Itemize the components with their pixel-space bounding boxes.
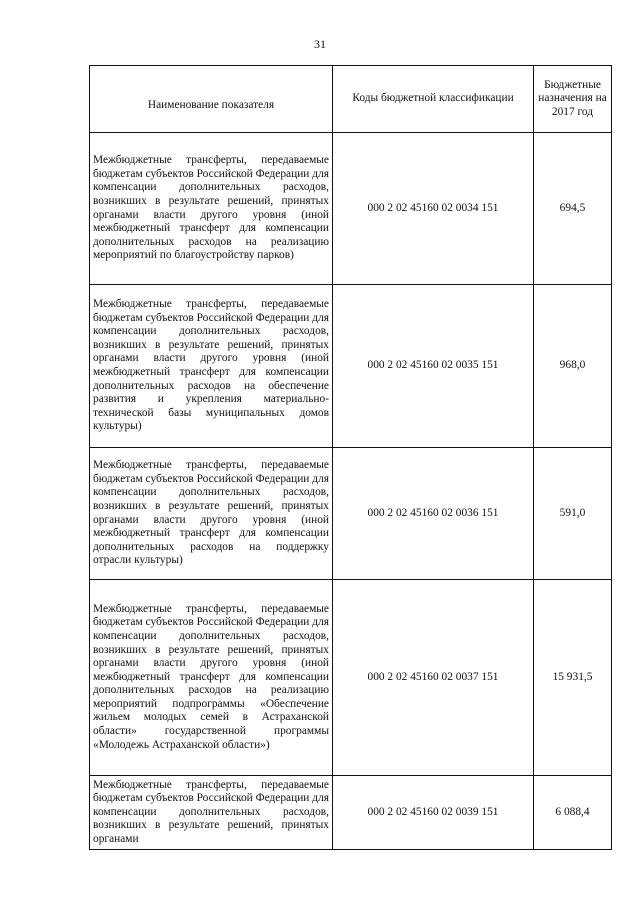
budget-amount-cell: 15 931,5 bbox=[534, 580, 612, 776]
budget-amount-cell: 6 088,4 bbox=[534, 776, 612, 850]
table-row bbox=[90, 776, 612, 850]
budget-code-cell: 000 2 02 45160 02 0037 151 bbox=[333, 580, 534, 776]
budget-table bbox=[89, 65, 612, 850]
indicator-name-cell: Межбюджетные трансферты, передаваемые бюджетам субъектов Российской Федерации для компенсации дополнительных расходов, возникших в результате решений, принятых органами власти другого уровня (иной межбюджетный трансферт для компенсации дополнительных расходов на поддержку отрасли культуры) bbox=[90, 448, 333, 580]
budget-code-cell: 000 2 02 45160 02 0036 151 bbox=[333, 448, 534, 580]
indicator-name-cell: Межбюджетные трансферты, передаваемые бюджетам субъектов Российской Федерации для компенсации дополнительных расходов, возникших в результате решений, принятых органами власти другого уровня (иной межбюджетный трансферт для компенсации дополнительных расходов на реализацию мероприятий по благоустройству парков) bbox=[90, 133, 333, 285]
table-row bbox=[90, 448, 612, 580]
table-header-row bbox=[90, 66, 612, 133]
header-budget-code: Коды бюджетной классификации bbox=[333, 66, 534, 133]
page-number: 31 bbox=[314, 37, 326, 51]
table-row bbox=[90, 580, 612, 776]
budget-amount-cell: 968,0 bbox=[534, 285, 612, 448]
budget-amount-cell: 694,5 bbox=[534, 133, 612, 285]
budget-code-cell: 000 2 02 45160 02 0035 151 bbox=[333, 285, 534, 448]
indicator-name-cell: Межбюджетные трансферты, передаваемые бюджетам субъектов Российской Федерации для компенсации дополнительных расходов, возникших в результате решений, принятых органами власти другого уровня (иной межбюджетный трансферт для компенсации дополнительных расходов на реализацию мероприятий подпрограммы «Обеспечение жильем молодых семей в Астраханской области» государственной программы «Молодежь Астраханской области») bbox=[90, 580, 333, 776]
budget-amount-cell: 591,0 bbox=[534, 448, 612, 580]
header-budget-amount: Бюджетные назначения на 2017 год bbox=[534, 66, 612, 133]
indicator-name-cell: Межбюджетные трансферты, передаваемые бюджетам субъектов Российской Федерации для компенсации дополнительных расходов, возникших в результате решений, принятых органами bbox=[90, 776, 333, 850]
indicator-name-cell: Межбюджетные трансферты, передаваемые бюджетам субъектов Российской Федерации для компенсации дополнительных расходов, возникших в результате решений, принятых органами власти другого уровня (иной межбюджетный трансферт для компенсации дополнительных расходов на обеспечение развития и укрепления материально-технической базы муниципальных домов культуры) bbox=[90, 285, 333, 448]
table-row bbox=[90, 133, 612, 285]
header-indicator-name: Наименование показателя bbox=[90, 66, 333, 133]
budget-code-cell: 000 2 02 45160 02 0034 151 bbox=[333, 133, 534, 285]
table-row bbox=[90, 285, 612, 448]
budget-code-cell: 000 2 02 45160 02 0039 151 bbox=[333, 776, 534, 850]
